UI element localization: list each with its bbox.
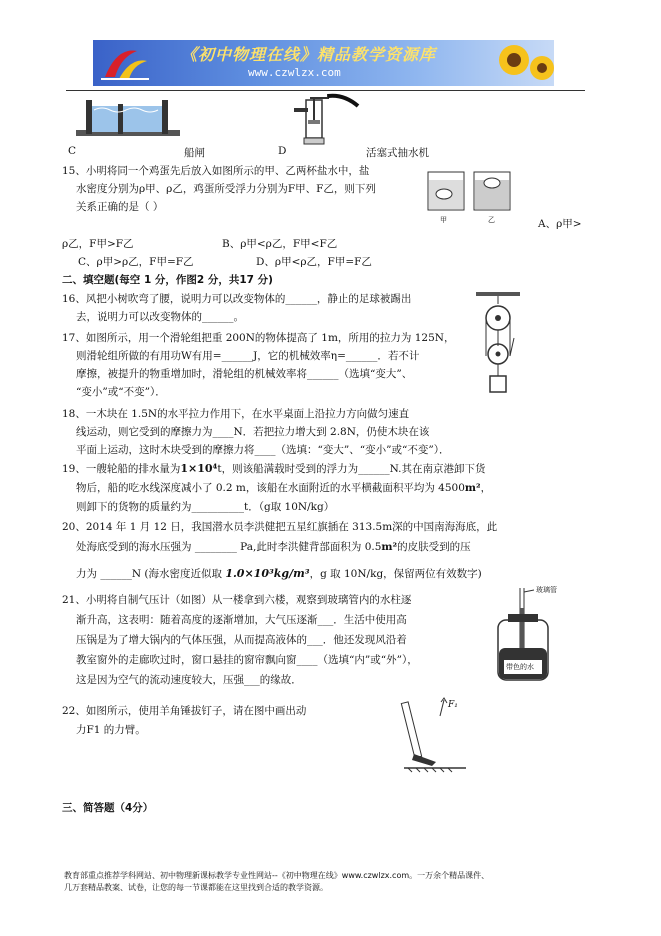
q19-line2-start: 物后，船的吃水线深度减小了 0.2 m，该船在水面附近的水平横截面积平均为 4500 (76, 482, 465, 494)
section-2-heading: 二、填空题(每空 1 分，作图2 分，共17 分) (62, 274, 273, 286)
q19-line1-start: 19、一艘轮船的排水量为 (62, 463, 181, 475)
q20-density-value: 1.0×10³kg/m³ (225, 567, 310, 580)
q19-line2 (76, 480, 491, 495)
q17-line4: “变小”或“不变”）． (76, 386, 166, 398)
q16-line1: 16、风把小树吹弯了腰，说明力可以改变物体的______，静止的足球被踢出 (62, 293, 412, 305)
q20-line3-start: 力为 ______N (海水密度近似取 (76, 568, 222, 580)
header-banner (93, 40, 554, 86)
q20-line3 (76, 566, 482, 581)
logo-icon (97, 43, 153, 83)
q20-line2-start: 处海底受到的海水压强为 ________ Pa,此时李洪健背部面积为 0.5 (76, 541, 382, 553)
q18-line1: 18、一木块在 1.5N的水平拉力作用下，在水平桌面上沿拉力方向做匀速直 (62, 408, 410, 420)
footer-line2: 几万套精品教案、试卷，让您的每一节课都能在这里找到合适的教学资源。 (64, 883, 328, 892)
header-url: www.czwlzx.com (248, 66, 341, 79)
footer-line1: 教育部重点推荐学科网站、初中物理新课标教学专业性网站--《初中物理在线》www.czwlzx.com。一万余个精品课件、 (64, 871, 490, 880)
cup-yi-label: 乙 (488, 216, 495, 224)
q21-line2: 渐升高，这表明：随着高度的逐渐增加，大气压逐渐___．生活中使用高 (76, 614, 407, 626)
q15-option-c: C、ρ甲>ρ乙，F甲=F乙 (78, 256, 194, 268)
q17-line2: 则滑轮组所做的有用功W有用=______J，它的机械效率η=______．若不计 (76, 350, 420, 362)
q20-line2 (76, 539, 471, 554)
q20-area-unit: m² (381, 541, 398, 553)
q21-line5: 这是因为空气的流动速度较大，压强___的缘故． (76, 674, 302, 686)
claw-hammer-figure (400, 696, 470, 774)
q19-line3: 则卸下的货物的质量约为__________t．（g取 10N/kg） (76, 501, 335, 513)
q18-line2: 线运动，则它受到的摩擦力为____N．若把拉力增大到 2.8N，仍使木块在该 (76, 426, 430, 438)
q15-line3: 关系正确的是（ ） (76, 201, 164, 213)
q20-line2-end: 的皮肤受到的压 (397, 541, 471, 553)
header-rule (66, 90, 585, 91)
q14-d-label: D (278, 145, 287, 157)
cup-jia-label: 甲 (440, 216, 447, 224)
q15-option-d: D、ρ甲<ρ乙，F甲=F乙 (256, 256, 372, 268)
force-f1-label: F₁ (448, 700, 458, 710)
pulley-system-figure (470, 292, 526, 398)
piston-pump-figure (282, 92, 362, 148)
q19-mass-value: 1×10⁴ (180, 462, 218, 475)
q19-area-unit: m² (464, 482, 481, 494)
q20-line3-end: ，g 取 10N/kg，保留两位有效数字) (309, 568, 482, 580)
q22-line2: 力F1 的力臂。 (76, 724, 146, 736)
q19-line1 (62, 461, 485, 476)
q19-line1-end: t，则该船满载时受到的浮力为______N.其在南京港卸下货 (217, 463, 486, 475)
q20-line1: 20、2014 年 1 月 12 日，我国潜水员李洪健把五星红旗插在 313.5m深的中国南海海底，此 (62, 521, 498, 533)
ship-lock-figure (74, 96, 184, 146)
q18-line3: 平面上运动，这时木块受到的摩擦力将____（选填：“变大”、“变小”或“不变”）． (76, 444, 450, 456)
fig-label-colored-water: 带色的水 (506, 663, 534, 671)
q15-line2: 水密度分别为ρ甲、ρ乙，鸡蛋所受浮力分别为F甲、F乙，则下列 (76, 183, 376, 195)
q17-line1: 17、如图所示，用一个滑轮组把重 200N的物体提高了 1m，所用的拉力为 125N， (62, 332, 455, 344)
q21-line1: 21、小明将自制气压计（如图）从一楼拿到六楼，观察到玻璃管内的水柱逐 (62, 594, 412, 606)
q17-line3: 摩擦，被提升的物重增加时，滑轮组的机械效率将______（选填“变大”、 (76, 368, 413, 380)
q14-c-caption: 船闸 (184, 147, 205, 159)
q15-option-b: B、ρ甲<ρ乙，F甲<F乙 (222, 238, 338, 250)
sunflower-icon (484, 40, 554, 86)
fig-label-glass-tube: 玻璃管 (536, 586, 557, 594)
q16-line2: 去，说明力可以改变物体的______。 (76, 311, 244, 323)
section-3-heading: 三、简答题（4分） (62, 802, 154, 814)
q19-line2-end: ， (480, 482, 492, 494)
q14-d-caption: 活塞式抽水机 (366, 147, 429, 159)
q14-c-label: C (68, 145, 77, 157)
egg-cups-figure (424, 168, 524, 218)
header-title: 《初中物理在线》精品教学资源库 (181, 45, 437, 64)
q15-line1: 15、小明将同一个鸡蛋先后放入如图所示的甲、乙两杯盐水中，盐 (62, 165, 370, 177)
q21-line3: 压锅是为了增大锅内的气体压强，从而提高液体的___．他还发现风沿着 (76, 634, 407, 646)
q15-option-a-part1: A、ρ甲> (538, 218, 582, 230)
q22-line1: 22、如图所示，使用羊角锤拔钉子，请在图中画出动 (62, 705, 307, 717)
q15-option-a-part2: ρ乙，F甲>F乙 (62, 238, 134, 250)
q21-line4: 教室窗外的走廊吹过时，窗口悬挂的窗帘飘向窗____（选填“内”或“外”）， (76, 654, 418, 666)
